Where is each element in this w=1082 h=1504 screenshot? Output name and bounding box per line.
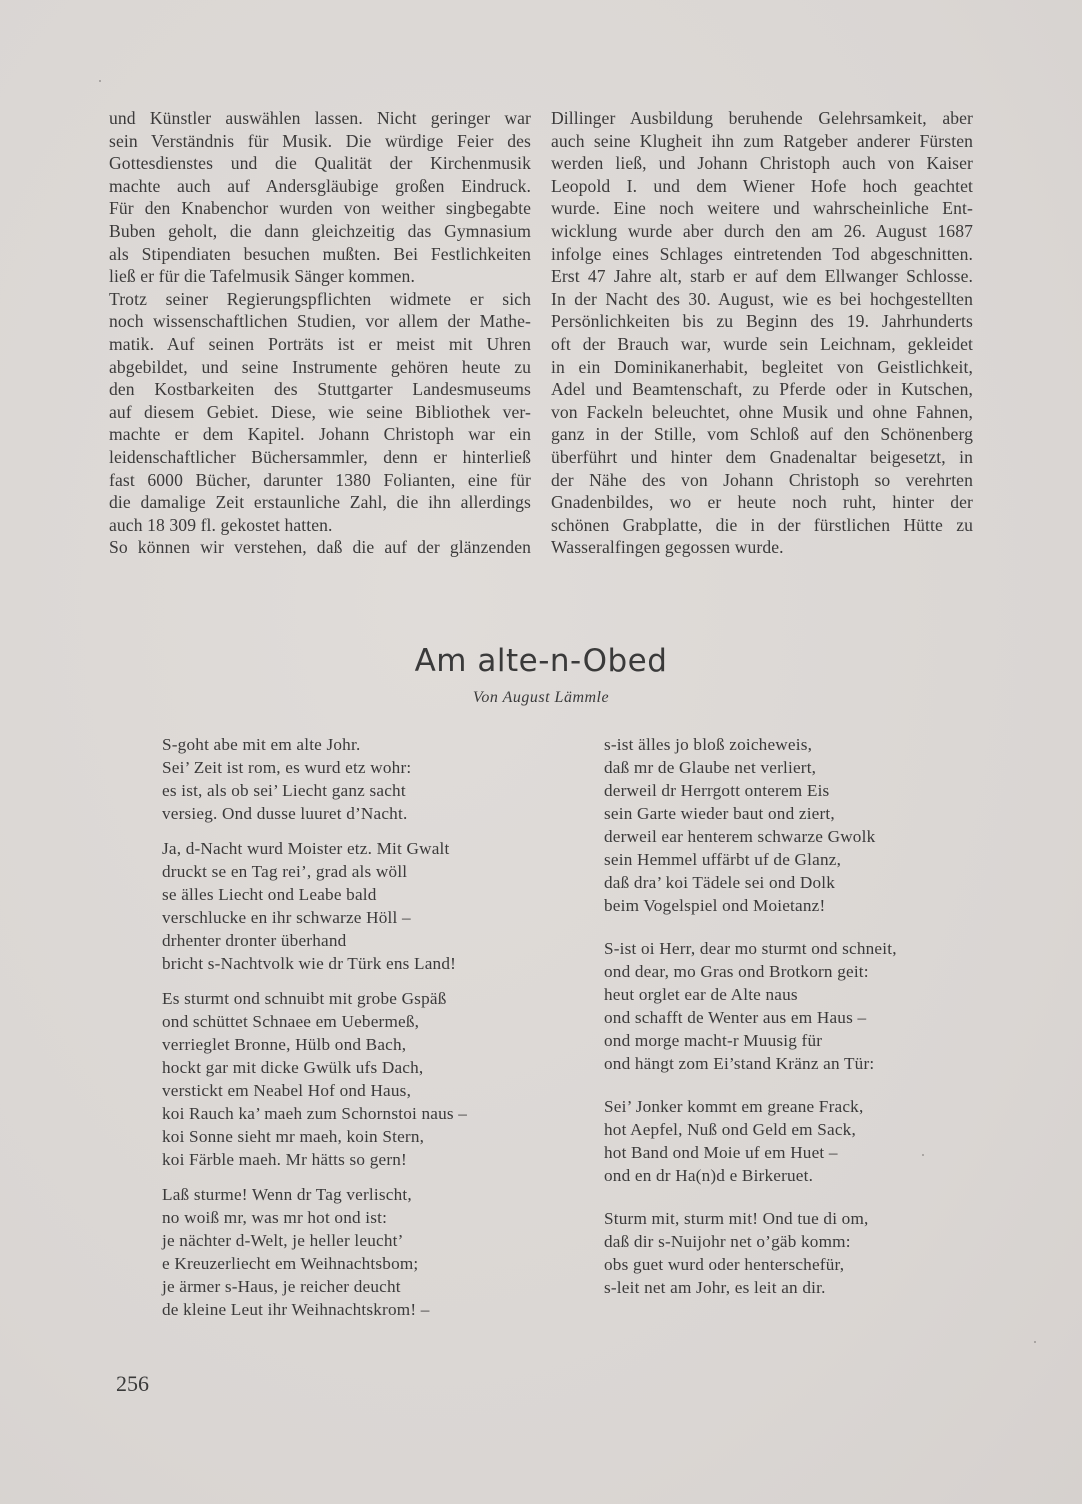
text-line: Leopold I. und dem Wiener Hofe hoch geachtet xyxy=(551,175,973,196)
poem-verse: de kleine Leut ihr Weihnachtskrom! – xyxy=(162,1300,430,1319)
text-line: schönen Grabplatte, die in der fürstlichen Hütte zu xyxy=(551,514,973,535)
text-line: die damalige Zeit erstaunliche Zahl, die ihn allerdings xyxy=(109,492,531,513)
poem-verse: ond en dr Ha(n)d e Birkeruet. xyxy=(604,1166,814,1185)
paper-speck xyxy=(922,1154,924,1156)
poem-verse: je nächter d-Welt, je heller leucht’ xyxy=(162,1231,404,1250)
poem-verse: Laß sturme! Wenn dr Tag verlischt, xyxy=(162,1185,412,1204)
poem-verse: koi Färble maeh. Mr hätts so gern! xyxy=(162,1150,407,1169)
poem-verse: beim Vogelspiel ond Moietanz! xyxy=(604,896,826,915)
poem-verse: hockt gar mit dicke Gwülk ufs Dach, xyxy=(162,1058,424,1077)
poem-verse: koi Rauch ka’ maeh zum Schornstoi naus – xyxy=(162,1104,468,1123)
poem-verse: e Kreuzerliecht em Weihnachtsbom; xyxy=(162,1254,419,1273)
text-line: oft der Brauch war, wurde sein Leichnam, gekleidet xyxy=(551,333,973,354)
poem-stanza xyxy=(162,837,467,975)
poem-verse: Sei’ Zeit ist rom, es wurd etz wohr: xyxy=(162,758,412,777)
poem-stanza xyxy=(604,937,897,1075)
text-line: in ein Dominikanerhabit, begleitet von Geistlichkeit, xyxy=(551,356,973,377)
poem-verse: no woiß mr, was mr hot ond ist: xyxy=(162,1208,388,1227)
text-line: Buben geholt, die dann gleichzeitig das Gymnasium xyxy=(109,220,531,241)
text-line: auch 18 309 fl. gekostet hatten. xyxy=(109,514,333,535)
text-line: auch seine Klugheit ihn zum Ratgeber anderer Fürsten xyxy=(551,130,973,151)
text-line: überführt und hinter dem Gnadenaltar beigesetzt, in xyxy=(551,446,973,467)
text-line: machte auch auf Andersgläubige großen Eindruck. xyxy=(109,175,531,196)
poem-verse: S-ist oi Herr, dear mo sturmt ond schneit, xyxy=(604,939,897,958)
poem-verse: verschlucke en ihr schwarze Höll – xyxy=(162,908,411,927)
text-line: sein Verständnis für Musik. Die würdige Feier des xyxy=(109,130,531,151)
poem-verse: s-ist älles jo bloß zoicheweis, xyxy=(604,735,813,754)
poem-verse: ond dear, mo Gras ond Brotkorn geit: xyxy=(604,962,869,981)
poem-verse: ond hängt zom Ei’stand Kränz an Tür: xyxy=(604,1054,875,1073)
poem-verse: hot Band ond Moie uf em Huet – xyxy=(604,1143,838,1162)
poem-verse: verstickt em Neabel Hof ond Haus, xyxy=(162,1081,412,1100)
poem-verse: je ärmer s-Haus, je reicher deucht xyxy=(162,1277,401,1296)
poem-verse: ond morge macht-r Muusig für xyxy=(604,1031,823,1050)
poem-verse: sein Hemmel uffärbt uf de Glanz, xyxy=(604,850,842,869)
poem-verse: bricht s-Nachtvolk wie dr Türk ens Land! xyxy=(162,954,457,973)
text-line: Gnadenbildes, wo er heute noch ruht, hinter der xyxy=(551,492,973,513)
poem-verse: Sturm mit, sturm mit! Ond tue di om, xyxy=(604,1209,869,1228)
poem-byline: Von August Lämmle xyxy=(472,689,610,706)
text-line: auf diesem Gebiet. Diese, wie seine Bibliothek ver- xyxy=(109,401,531,422)
text-line: Trotz seiner Regierungspflichten widmete er sich xyxy=(109,288,531,309)
poem-verse: ond schafft de Wenter aus em Haus – xyxy=(604,1008,867,1027)
poem-verse: Es sturmt ond schnuibt mit grobe Gspäß xyxy=(162,989,447,1008)
poem-verse: druckt se en Tag rei’, grad als wöll xyxy=(162,862,408,881)
text-line: infolge eines Schlages eintretenden Tod abgeschnitten. xyxy=(551,243,973,264)
text-line: leidenschaftlicher Büchersammler, denn er hinterließ xyxy=(109,446,531,467)
text-line: abgebildet, und seine Instrumente gehören heute zu xyxy=(109,356,531,377)
text-line: In der Nacht des 30. August, wie es bei hochgestellten xyxy=(551,288,973,309)
poem-verse: se älles Liecht ond Leabe bald xyxy=(162,885,377,904)
paper-speck xyxy=(99,80,101,82)
text-line: den Kostbarkeiten des Stuttgarter Landesmuseums xyxy=(109,379,531,400)
text-line: fast 6000 Bücher, darunter 1380 Folianten, eine für xyxy=(109,469,531,490)
poem-verse: derweil dr Herrgott onterem Eis xyxy=(604,781,830,800)
poem-verse: S-goht abe mit em alte Johr. xyxy=(162,735,361,754)
poem-verse: daß dir s-Nuijohr net o’gäb komm: xyxy=(604,1232,851,1251)
poem-verse: heut orglet ear de Alte naus xyxy=(604,985,798,1004)
text-line: Gottesdienstes und die Qualität der Kirchenmusik xyxy=(109,153,531,174)
poem-stanza xyxy=(604,1095,897,1187)
text-line: werden ließ, und Johann Christoph auch von Kaiser xyxy=(551,153,973,174)
poem-verse: obs guet wurd oder henterschefür, xyxy=(604,1255,845,1274)
text-line: ganz in der Stille, vom Schloß auf den Schönenberg xyxy=(551,424,973,445)
poem-verse: s-leit net am Johr, es leit an dir. xyxy=(604,1278,826,1297)
text-line: ließ er für die Tafelmusik Sänger kommen. xyxy=(109,266,415,287)
poem-stanza xyxy=(162,1183,467,1321)
poem-stanza xyxy=(162,733,467,825)
text-line: Persönlichkeiten bis zu Beginn des 19. Jahrhunderts xyxy=(551,311,973,332)
poem-verse: koi Sonne sieht mr maeh, koin Stern, xyxy=(162,1127,425,1146)
poem-verse: es ist, als ob sei’ Liecht ganz sacht xyxy=(162,781,406,800)
text-line: machte er dem Kapitel. Johann Christoph war ein xyxy=(109,424,531,445)
text-line: Für den Knabenchor wurden von weither singbegabte xyxy=(109,198,531,219)
text-line: Wasseralfingen gegossen wurde. xyxy=(551,537,784,558)
text-line: matik. Auf seinen Porträts ist er meist mit Uhren xyxy=(109,333,531,354)
text-line: noch wissenschaftlichen Studien, vor allem der Mathe- xyxy=(109,311,531,332)
poem-stanza xyxy=(604,733,897,917)
poem-verse: Sei’ Jonker kommt em greane Frack, xyxy=(604,1097,864,1116)
poem-verse: daß mr de Glaube net verliert, xyxy=(604,758,817,777)
text-line: der Nähe des von Johann Christoph so verehrten xyxy=(551,469,973,490)
poem-verse: ond schüttet Schnaee em Uebermeß, xyxy=(162,1012,420,1031)
text-line: Erst 47 Jahre alt, starb er auf dem Ellwanger Schlosse. xyxy=(551,266,973,287)
text-line: von Fackeln beleuchtet, ohne Musik und ohne Fahnen, xyxy=(551,401,973,422)
poem-column-right xyxy=(604,733,897,1299)
poem-verse: sein Garte wieder baut ond ziert, xyxy=(604,804,835,823)
poem-verse: Ja, d-Nacht wurd Moister etz. Mit Gwalt xyxy=(162,839,450,858)
poem-verse: daß dra’ koi Tädele sei ond Dolk xyxy=(604,873,836,892)
page-number: 256 xyxy=(116,1371,149,1396)
article-column-left xyxy=(109,107,531,559)
text-line: Adel und Beamtenschaft, zu Pferde oder in Kutschen, xyxy=(551,379,973,400)
poem-column-left xyxy=(162,733,467,1321)
poem-verse: verrieglet Bronne, Hülb ond Bach, xyxy=(162,1035,407,1054)
poem-verse: drhenter dronter überhand xyxy=(162,931,347,950)
text-line: Dillinger Ausbildung beruhende Gelehrsamkeit, aber xyxy=(551,108,973,128)
text-line: als Stipendiaten besuchen mußten. Bei Festlichkeiten xyxy=(109,243,531,264)
text-line: wicklung wurde aber durch den am 26. August 1687 xyxy=(551,220,973,241)
text-line: und Künstler auswählen lassen. Nicht geringer war xyxy=(109,108,531,128)
poem-stanza xyxy=(604,1207,897,1299)
poem-verse: versieg. Ond dusse luuret d’Nacht. xyxy=(162,804,408,823)
poem-verse: hot Aepfel, Nuß ond Geld em Sack, xyxy=(604,1120,856,1139)
text-line: So können wir verstehen, daß die auf der glänzenden xyxy=(109,537,531,558)
poem-stanza xyxy=(162,987,467,1171)
poem-title: Am alte-n-Obed xyxy=(414,642,668,679)
text-line: wurde. Eine noch weitere und wahrscheinliche Ent- xyxy=(551,198,973,219)
poem-verse: derweil ear henterem schwarze Gwolk xyxy=(604,827,876,846)
paper-speck xyxy=(1034,1341,1036,1343)
article-column-right xyxy=(551,107,973,559)
